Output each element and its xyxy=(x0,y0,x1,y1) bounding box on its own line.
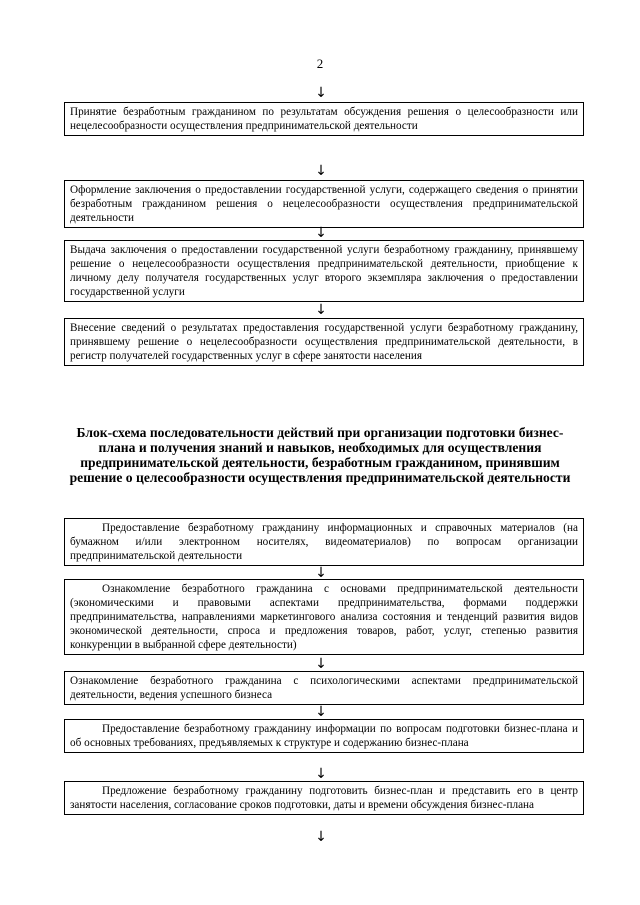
flow-step-issue: Выдача заключения о предоставлении государственной услуги безработному гражданину, принявшему решение о нецелесообразности осуществления предпринимательской деятельности, приобщение к личному делу получателя государственных услуг второго экземпляра заключения о предоставлении государственной услуги xyxy=(64,240,584,302)
flow-arrow: ↓ xyxy=(315,704,327,720)
flow-arrow: ↓ xyxy=(315,85,327,101)
flow-step-business-plan-proposal: Предложение безработному гражданину подготовить бизнес-план и представить его в центр занятости населения, согласование сроков подготовки, даты и времени обсуждения бизнес-плана xyxy=(64,781,584,815)
flow-step-register: Внесение сведений о результатах предоставления государственной услуги безработному гражданину, принявшему решение о нецелесообразности осуществления предпринимательской деятельности, в регистр получателей государственных услуг в сфере занятости населения xyxy=(64,318,584,366)
flow-step-materials: Предоставление безработному гражданину информационных и справочных материалов (на бумажном и/или электронном носителях, видеоматериалов) по вопросам организации предпринимательской деятельности xyxy=(64,518,584,566)
flow-step-decision: Принятие безработным гражданином по результатам обсуждения решения о целесообразности или нецелесообразности осуществления предпринимательской деятельности xyxy=(64,102,584,136)
flow-step-basics: Ознакомление безработного гражданина с основами предпринимательской деятельности (экономическими и правовыми аспектами предпринимательства, формами поддержки предпринимательства, направлениями маркетингового анализа состояния и тенденций развития видов экономической деятельности, спроса и предложения товаров, работ, услуг, степенью развития конкуренции в выбранной сфере деятельности) xyxy=(64,579,584,655)
flow-arrow: ↓ xyxy=(315,565,327,581)
flow-arrow: ↓ xyxy=(315,829,327,845)
flow-arrow: ↓ xyxy=(315,225,327,241)
flow-arrow: ↓ xyxy=(315,766,327,782)
flow-step-psychology: Ознакомление безработного гражданина с психологическими аспектами предпринимательской деятельности, ведения успешного бизнеса xyxy=(64,671,584,705)
flow-step-business-plan-info: Предоставление безработному гражданину информации по вопросам подготовки бизнес-плана и об основных требованиях, предъявляемых к структуре и содержанию бизнес-плана xyxy=(64,719,584,753)
flow-arrow: ↓ xyxy=(315,163,327,179)
section-heading: Блок-схема последовательности действий при организации подготовки бизнес-плана и получения знаний и навыков, необходимых для осуществления предпринимательской деятельности, безработным гражданином, принявшим решение о целесообразности осуществления предпринимательской деятельности xyxy=(69,425,571,485)
flow-step-conclusion: Оформление заключения о предоставлении государственной услуги, содержащего сведения о принятии безработным гражданином решения о нецелесообразности осуществления предпринимательской деятельности xyxy=(64,180,584,228)
page-number: 2 xyxy=(316,56,324,71)
flow-arrow: ↓ xyxy=(315,656,327,672)
flow-arrow: ↓ xyxy=(315,302,327,318)
